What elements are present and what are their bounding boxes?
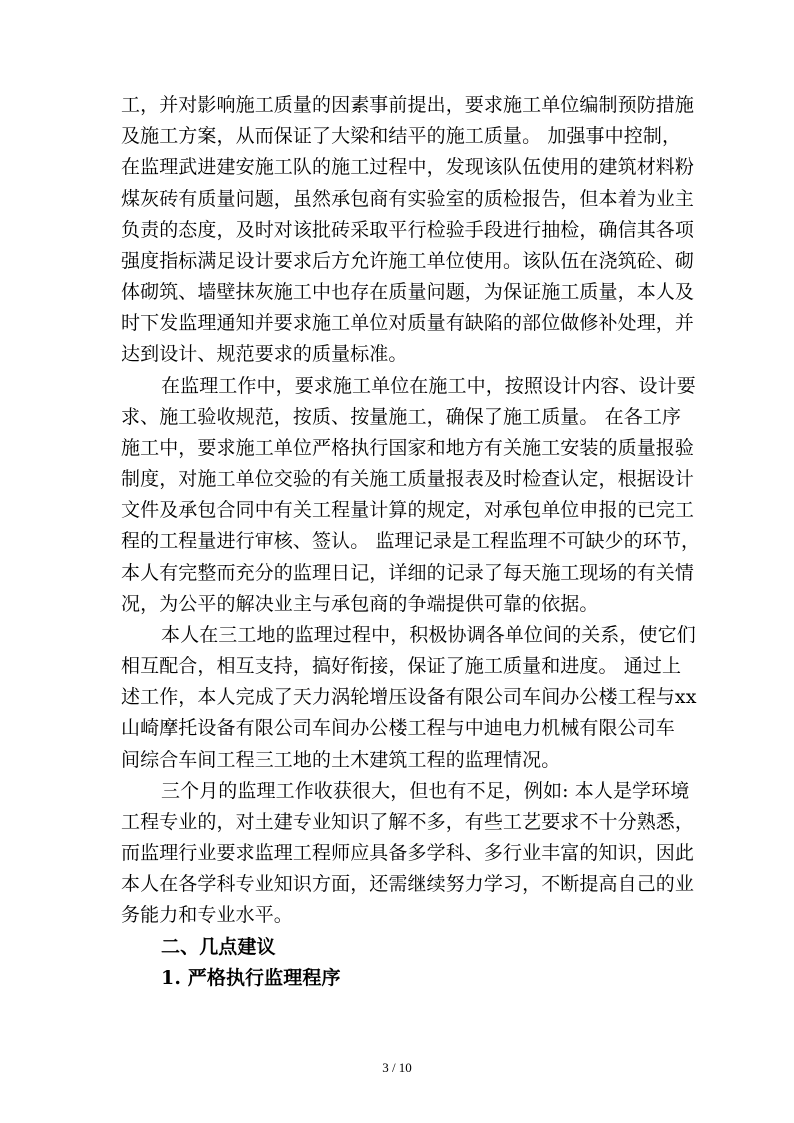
text-line: 本人在各学科专业知识方面，还需继续努力学习，不断提高自己的业 <box>121 873 695 895</box>
text-line: 在监理武进建安施工队的施工过程中，发现该队伍使用的建筑材料粉 <box>121 156 695 178</box>
text-line: 相互配合，相互支持，搞好衔接，保证了施工质量和进度。 通过上 <box>121 655 682 677</box>
text-line: 负责的态度，及时对该批砖采取平行检验手段进行抽检，确信其各项 <box>121 219 695 241</box>
text-line: 山崎摩托设备有限公司车间办公楼工程与中迪电力机械有限公司车 <box>121 717 675 739</box>
text-line: 及施工方案，从而保证了大梁和结平的施工质量。 加强事中控制， <box>121 125 682 147</box>
text-line: 间综合车间工程三工地的土木建筑工程的监理情况。 <box>121 749 561 771</box>
text-line: 强度指标满足设计要求后方允许施工单位使用。该队伍在浇筑砼、砌 <box>121 250 695 272</box>
paragraph-first-line: 在监理工作中，要求施工单位在施工中，按照设计内容、设计要 <box>161 375 696 397</box>
text-line: 况，为公平的解决业主与承包商的争端提供可靠的依据。 <box>121 593 599 615</box>
text-line: 时下发监理通知并要求施工单位对质量有缺陷的部位做修补处理，并 <box>121 312 695 334</box>
text-line: 工程专业的，对土建专业知识了解不多，有些工艺要求不十分熟悉， <box>121 811 695 833</box>
text-line: 文件及承包合同中有关工程量计算的规定，对承包单位申报的已完工 <box>121 499 695 521</box>
text-line: 达到设计、规范要求的质量标准。 <box>121 343 408 365</box>
section-heading: 二、几点建议 <box>161 936 276 958</box>
page-number: 3 / 10 <box>382 1060 412 1075</box>
text-line: 体砌筑、墙壁抹灰施工中也存在质量问题，为保证施工质量，本人及 <box>121 281 695 303</box>
text-line: 求、施工验收规范，按质、按量施工，确保了施工质量。 在各工序 <box>121 406 682 428</box>
text-line: 本人有完整而充分的监理日记，详细的记录了每天施工现场的有关情 <box>121 562 695 584</box>
text-line: 制度，对施工单位交验的有关施工质量报表及时检查认定，根据设计 <box>121 468 695 490</box>
text-line: 工，并对影响施工质量的因素事前提出，要求施工单位编制预防措施 <box>121 94 695 116</box>
subsection-heading: 1. 严格执行监理程序 <box>161 967 341 989</box>
text-line: 煤灰砖有质量问题，虽然承包商有实验室的质检报告，但本着为业主 <box>121 188 695 210</box>
text-line: 而监理行业要求监理工程师应具备多学科、多行业丰富的知识，因此 <box>121 842 695 864</box>
paragraph-first-line: 本人在三工地的监理过程中，积极协调各单位间的关系，使它们 <box>161 624 696 646</box>
text-line: 施工中，要求施工单位严格执行国家和地方有关施工安装的质量报验 <box>121 437 695 459</box>
paragraph-first-line: 三个月的监理工作收获很大，但也有不足，例如: 本人是学环境 <box>161 780 690 802</box>
text-line: 程的工程量进行审核、签认。 监理记录是工程监理不可缺少的环节， <box>121 530 701 552</box>
text-line: 述工作，本人完成了天力涡轮增压设备有限公司车间办公楼工程与xx <box>121 686 697 708</box>
text-line: 务能力和专业水平。 <box>121 904 293 926</box>
